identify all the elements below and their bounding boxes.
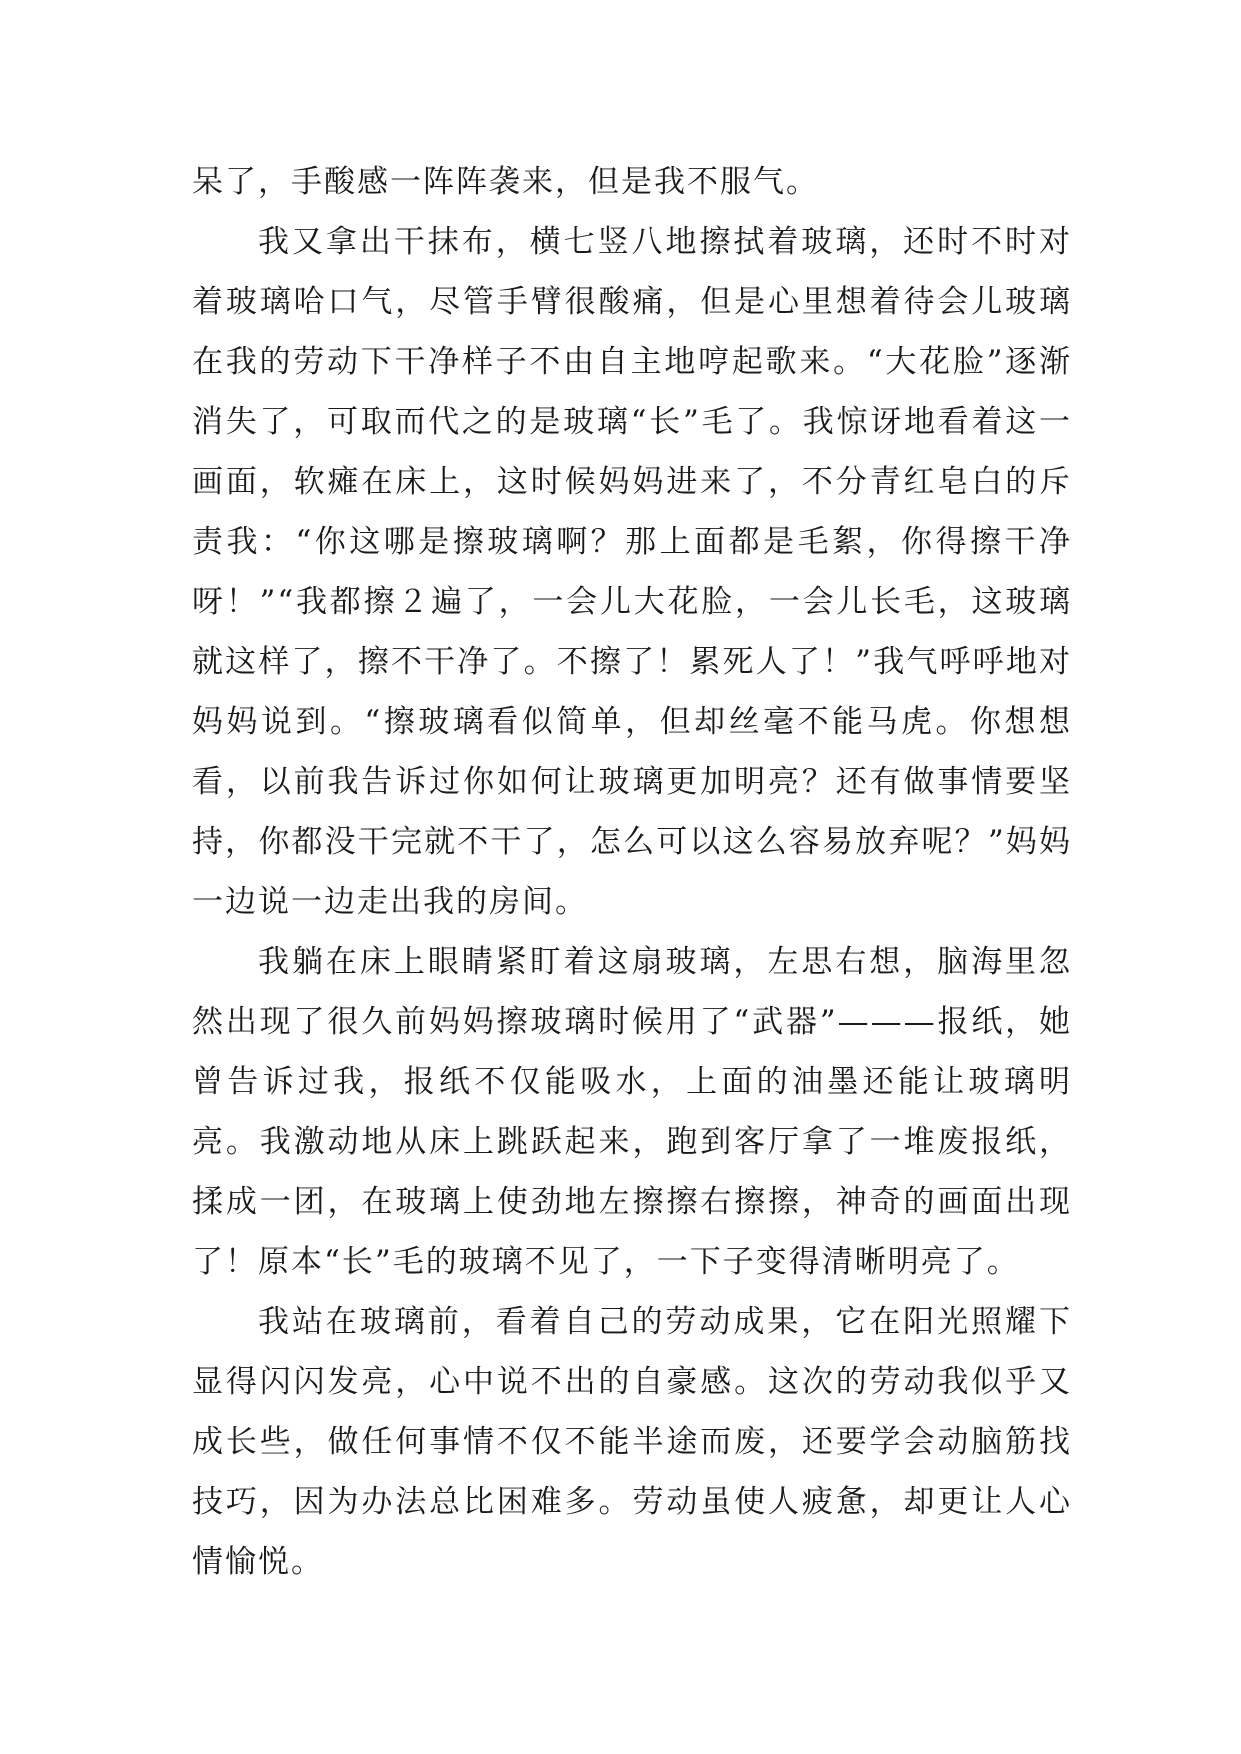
paragraph-continuation: 呆了，手酸感一阵阵袭来，但是我不服气。 (192, 164, 819, 200)
paragraph-newspaper-idea: 我躺在床上眼睛紧盯着这扇玻璃，左思右想，脑海里忽然出现了很久前妈妈擦玻璃时候用了“武器”———报纸，她曾告诉过我，报纸不仅能吸水，上面的油墨还能让玻璃明亮。我激动地从床上跳跃起来，跑到客厅拿了一堆废报纸，揉成一团，在玻璃上使劲地左擦擦右擦擦，神奇的画面出现了！原本“长”毛的玻璃不见了，一下子变得清晰明亮了。 (192, 944, 1072, 1280)
paragraph-wiping-glass: 我又拿出干抹布，横七竖八地擦拭着玻璃，还时不时对着玻璃哈口气，尽管手臂很酸痛，但是心里想着待会儿玻璃在我的劳动下干净样子不由自主地哼起歌来。“大花脸”逐渐消失了，可取而代之的是玻璃“长”毛了。我惊讶地看着这一画面，软瘫在床上，这时候妈妈进来了，不分青红皂白的斥责我：“你这哪是擦玻璃啊？那上面都是毛絮，你得擦干净呀！”“我都擦２遍了，一会儿大花脸，一会儿长毛，这玻璃就这样了，擦不干净了。不擦了！累死人了！”我气呼呼地对妈妈说到。“擦玻璃看似简单，但却丝毫不能马虎。你想想看，以前我告诉过你如何让玻璃更加明亮？还有做事情要坚持，你都没干完就不干了，怎么可以这么容易放弃呢？”妈妈一边说一边走出我的房间。 (192, 224, 1072, 920)
essay-body (192, 152, 1072, 1592)
paragraph-conclusion: 我站在玻璃前，看着自己的劳动成果，它在阳光照耀下显得闪闪发亮，心中说不出的自豪感。这次的劳动我似乎又成长些，做任何事情不仅不能半途而废，还要学会动脑筋找技巧，因为办法总比困难多。劳动虽使人疲惫，却更让人心情愉悦。 (192, 1304, 1072, 1580)
